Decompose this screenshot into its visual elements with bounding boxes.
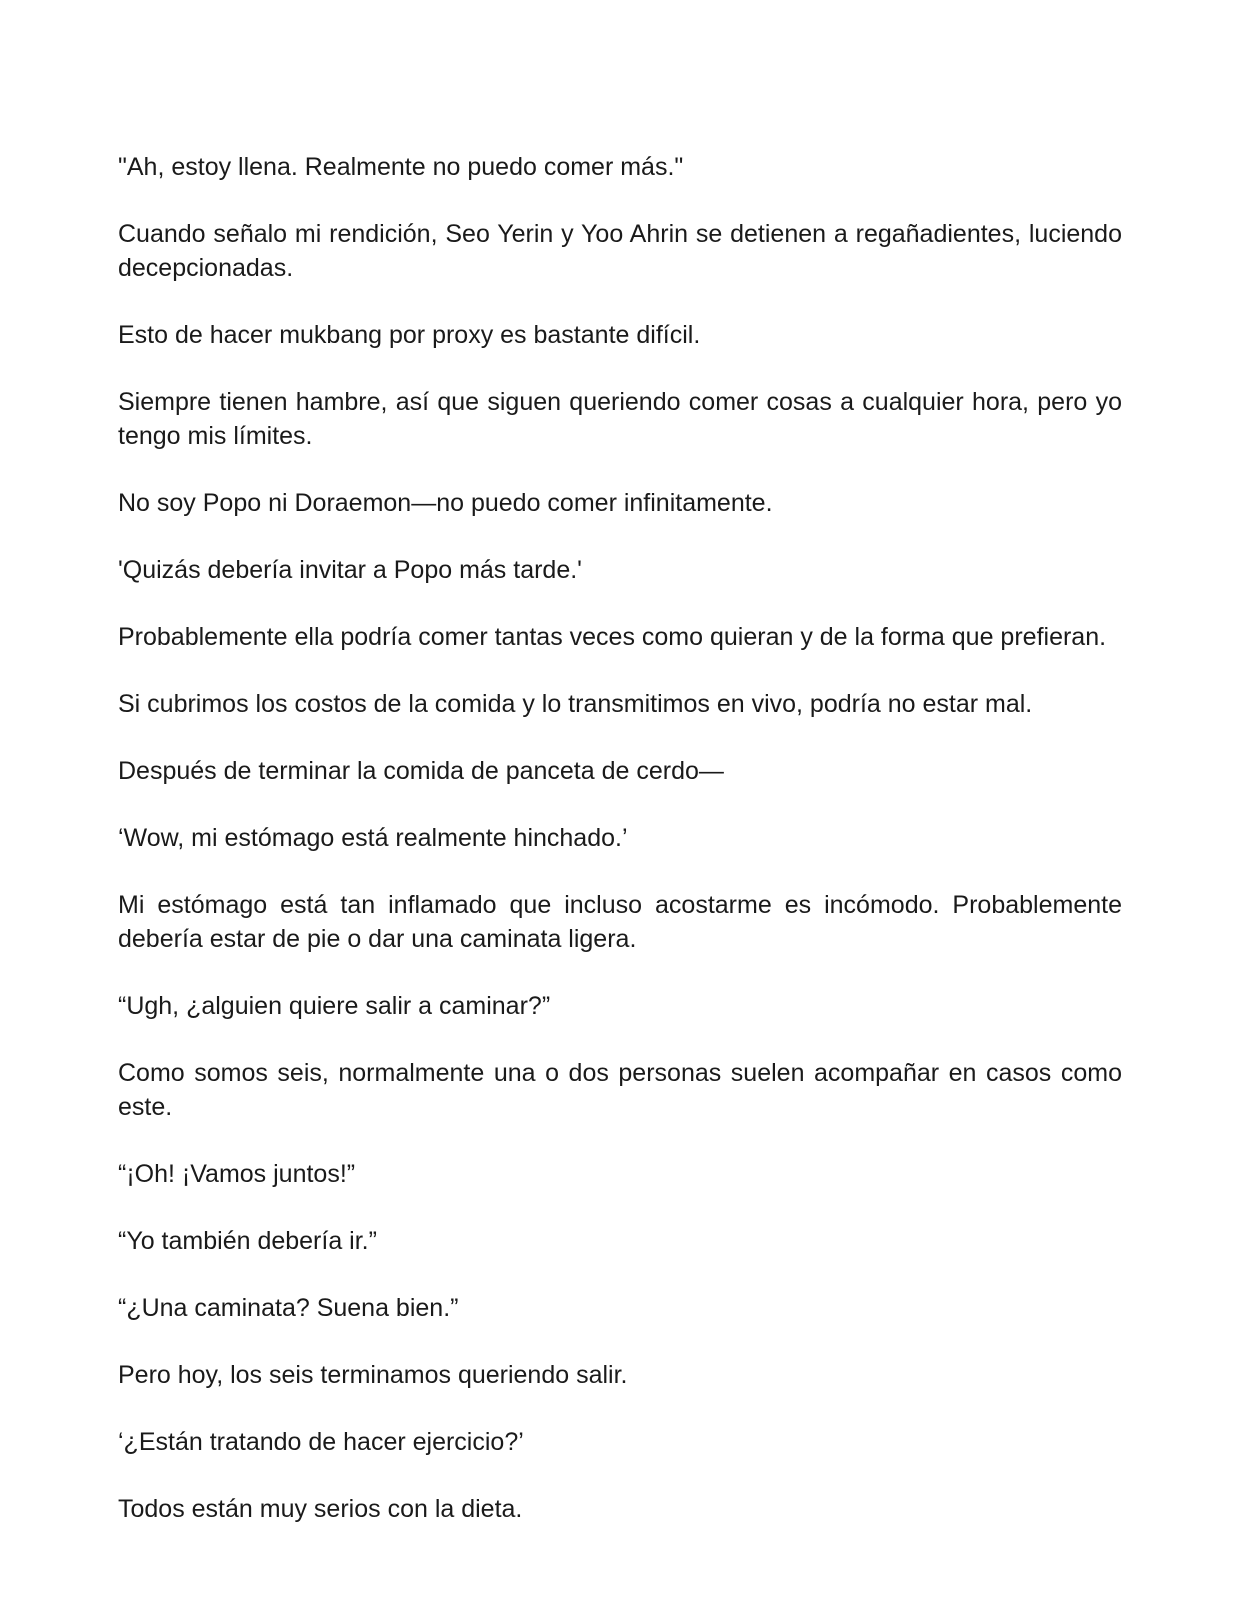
paragraph: Esto de hacer mukbang por proxy es bastante difícil. [118,321,701,349]
paragraph: Pero hoy, los seis terminamos queriendo salir. [118,1361,628,1389]
paragraph: “Yo también debería ir.” [118,1227,377,1255]
paragraph: Después de terminar la comida de panceta de cerdo— [118,757,724,785]
paragraph: Probablemente ella podría comer tantas veces como quieran y de la forma que prefieran. [118,623,1107,651]
paragraph: “Ugh, ¿alguien quiere salir a caminar?” [118,992,551,1020]
paragraph: No soy Popo ni Doraemon—no puedo comer infinitamente. [118,489,773,517]
paragraph: Siempre tienen hambre, así que siguen queriendo comer cosas a cualquier hora, pero yo tengo mis límites. [118,388,1122,450]
paragraph: “¿Una caminata? Suena bien.” [118,1294,459,1322]
paragraph: ‘¿Están tratando de hacer ejercicio?’ [118,1428,524,1456]
paragraph: Si cubrimos los costos de la comida y lo transmitimos en vivo, podría no estar mal. [118,690,1033,718]
paragraph: “¡Oh! ¡Vamos juntos!” [118,1160,356,1188]
document-body [118,150,1122,1559]
paragraph: Cuando señalo mi rendición, Seo Yerin y Yoo Ahrin se detienen a regañadientes, luciendo decepcionadas. [118,220,1122,282]
paragraph: "Ah, estoy llena. Realmente no puedo comer más." [118,153,684,181]
paragraph: Como somos seis, normalmente una o dos personas suelen acompañar en casos como este. [118,1059,1122,1121]
paragraph: 'Quizás debería invitar a Popo más tarde.' [118,556,582,584]
paragraph: Todos están muy serios con la dieta. [118,1495,523,1523]
paragraph: ‘Wow, mi estómago está realmente hinchado.’ [118,824,628,852]
paragraph: Mi estómago está tan inflamado que incluso acostarme es incómodo. Probablemente debería estar de pie o dar una caminata ligera. [118,891,1122,953]
